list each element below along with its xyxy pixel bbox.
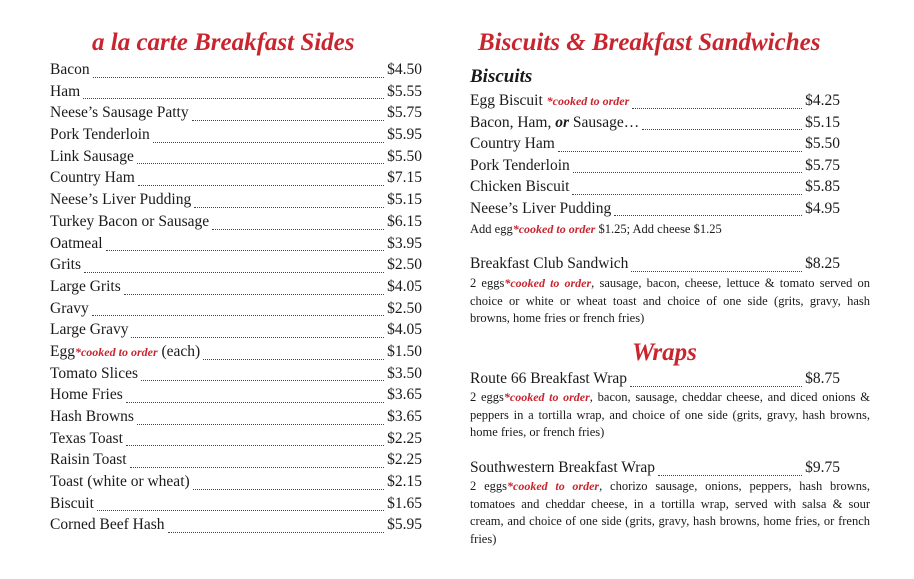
leader-dots bbox=[106, 250, 385, 251]
leader-dots bbox=[137, 424, 384, 425]
southwestern-description bbox=[470, 478, 870, 548]
biscuit-item-name bbox=[470, 135, 555, 153]
leader-dots bbox=[194, 207, 384, 208]
side-item-name bbox=[50, 321, 128, 339]
biscuits-heading: Biscuits bbox=[470, 66, 533, 87]
biscuit-item-name bbox=[470, 114, 639, 132]
leader-dots bbox=[658, 475, 802, 476]
menu-item bbox=[470, 200, 840, 222]
item-name-text: Hash Browns bbox=[50, 408, 134, 425]
item-name-text: Neese’s Liver Pudding bbox=[470, 199, 612, 217]
route66-desc-b: , bacon, sausage, cheddar cheese, and diced onions & peppers in a tortilla wrap, and choice of one side (grits, gravy, hash browns, home fries, or french fries) bbox=[470, 390, 870, 439]
addon-text-b: $1.25; Add cheese $1.25 bbox=[595, 222, 722, 236]
side-item-name bbox=[50, 365, 138, 383]
menu-item bbox=[50, 148, 422, 170]
side-item-price: $3.65 bbox=[387, 386, 422, 404]
biscuit-item-name bbox=[470, 178, 569, 196]
item-name-text: Toast (white or wheat) bbox=[50, 473, 190, 491]
addon-text-a: Add egg bbox=[470, 222, 513, 236]
side-item-name bbox=[50, 126, 150, 144]
side-item-price: $4.50 bbox=[387, 61, 422, 78]
item-or-text: or bbox=[555, 113, 570, 131]
side-item-price: $5.75 bbox=[387, 104, 422, 122]
menu-item bbox=[50, 126, 422, 148]
item-name-text-2: Sausage… bbox=[569, 113, 640, 131]
side-item-name bbox=[50, 473, 190, 491]
club-price: $8.25 bbox=[805, 255, 840, 272]
item-name-text: Tomato Slices bbox=[50, 364, 139, 382]
side-item-price: $5.95 bbox=[387, 126, 422, 144]
item-name-text: Egg Biscuit bbox=[470, 92, 547, 109]
item-name-text: Link Sausage bbox=[50, 147, 134, 165]
biscuit-item-price: $4.25 bbox=[805, 92, 840, 109]
biscuit-item-name bbox=[470, 200, 611, 218]
side-item-name bbox=[50, 343, 200, 361]
leader-dots bbox=[642, 129, 802, 130]
menu-item bbox=[50, 104, 422, 126]
leader-dots bbox=[97, 510, 384, 511]
item-name-text: Neese’s Sausage Patty bbox=[50, 104, 189, 122]
leader-dots bbox=[84, 272, 384, 273]
menu-item bbox=[50, 321, 422, 343]
leader-dots bbox=[126, 402, 384, 403]
side-item-name bbox=[50, 278, 121, 296]
menu-item bbox=[50, 386, 422, 408]
leader-dots bbox=[153, 142, 384, 143]
menu-item bbox=[50, 495, 422, 517]
side-item-name bbox=[50, 169, 135, 187]
southwestern-name: Southwestern Breakfast Wrap bbox=[470, 459, 656, 476]
menu-item bbox=[50, 256, 422, 278]
leader-dots bbox=[631, 271, 802, 272]
leader-dots bbox=[93, 77, 385, 78]
leader-dots bbox=[212, 229, 384, 230]
club-name: Breakfast Club Sandwich bbox=[470, 255, 629, 272]
side-item-price: $2.50 bbox=[387, 256, 422, 274]
leader-dots bbox=[614, 215, 802, 216]
side-item-price: $2.25 bbox=[387, 451, 422, 469]
biscuits-sandwiches-title: Biscuits & Breakfast Sandwiches bbox=[478, 29, 821, 56]
side-item-name bbox=[50, 300, 89, 318]
menu-item bbox=[50, 451, 422, 473]
menu-item bbox=[50, 473, 422, 495]
side-item-price: $7.15 bbox=[387, 169, 422, 187]
item-name-text: Raisin Toast bbox=[50, 451, 127, 469]
side-item-price: $3.95 bbox=[387, 234, 422, 252]
club-description bbox=[470, 275, 870, 328]
leader-dots bbox=[83, 98, 384, 99]
side-item-name bbox=[50, 61, 90, 79]
side-item-name bbox=[50, 235, 103, 253]
menu-item bbox=[470, 157, 840, 179]
leader-dots bbox=[630, 386, 802, 387]
biscuit-item-name bbox=[470, 157, 570, 175]
route66-name: Route 66 Breakfast Wrap bbox=[470, 370, 628, 387]
menu-item bbox=[50, 235, 422, 257]
side-item-name bbox=[50, 495, 94, 513]
item-name-text: Texas Toast bbox=[50, 429, 123, 447]
southwestern-cooked-note: *cooked to order bbox=[507, 479, 600, 493]
menu-item bbox=[470, 92, 840, 114]
item-name-text: Grits bbox=[50, 256, 81, 274]
route66-desc-a: 2 eggs bbox=[470, 390, 504, 404]
item-name-text: Large Gravy bbox=[50, 321, 129, 339]
biscuits-list bbox=[470, 92, 840, 221]
biscuit-item-price: $5.15 bbox=[805, 113, 840, 131]
southwestern-desc-a: 2 eggs bbox=[470, 479, 507, 493]
side-item-price: $1.50 bbox=[387, 342, 422, 360]
southwestern-price: $9.75 bbox=[805, 459, 840, 476]
menu-item bbox=[50, 516, 422, 538]
leader-dots bbox=[124, 294, 384, 295]
biscuit-item-name bbox=[470, 92, 629, 110]
menu-item bbox=[50, 408, 422, 430]
side-item-name bbox=[50, 408, 134, 426]
leader-dots bbox=[141, 380, 384, 381]
item-name-text: Ham bbox=[50, 82, 81, 100]
side-item-price: $4.05 bbox=[387, 277, 422, 295]
route66-description bbox=[470, 389, 870, 442]
item-name-text: Bacon, Ham, bbox=[470, 113, 556, 131]
leader-dots bbox=[192, 120, 385, 121]
item-name-text: Pork Tenderloin bbox=[470, 156, 570, 174]
club-desc-b: , sausage, bacon, cheese, lettuce & tomato served on choice or white or wheat toast and choice of one side (grits, gravy, hash browns, home fries or french fries) bbox=[470, 276, 871, 325]
leader-dots bbox=[126, 445, 384, 446]
route66-price: $8.75 bbox=[805, 370, 840, 387]
side-item-name bbox=[50, 104, 189, 122]
item-name-text: Home Fries bbox=[50, 386, 123, 404]
leader-dots bbox=[131, 337, 384, 338]
side-item-price: $1.65 bbox=[387, 494, 422, 512]
menu-item bbox=[50, 213, 422, 235]
side-item-price: $5.50 bbox=[387, 147, 422, 165]
side-item-name bbox=[50, 148, 134, 166]
leader-dots bbox=[130, 467, 385, 468]
addon-note bbox=[470, 221, 840, 239]
club-desc-a: 2 eggs bbox=[470, 276, 505, 290]
leader-dots bbox=[137, 163, 384, 164]
menu-item bbox=[470, 114, 840, 136]
biscuit-item-price: $5.50 bbox=[805, 135, 840, 152]
biscuit-item-price: $5.85 bbox=[805, 178, 840, 195]
item-name-text: Oatmeal bbox=[50, 234, 103, 252]
menu-item bbox=[50, 430, 422, 452]
side-item-price: $6.15 bbox=[387, 212, 422, 230]
leader-dots bbox=[573, 172, 802, 173]
item-suffix: (each) bbox=[157, 342, 201, 360]
side-item-name bbox=[50, 386, 123, 404]
addon-cooked-note: *cooked to order bbox=[512, 222, 596, 236]
leader-dots bbox=[632, 108, 802, 109]
menu-item bbox=[50, 278, 422, 300]
item-name-text: Country Ham bbox=[470, 135, 555, 152]
leader-dots bbox=[92, 315, 384, 316]
side-item-name bbox=[50, 451, 127, 469]
leader-dots bbox=[138, 185, 384, 186]
cooked-to-order-note: *cooked to order bbox=[546, 94, 630, 108]
side-item-price: $5.55 bbox=[387, 82, 422, 100]
side-item-price: $3.65 bbox=[387, 408, 422, 425]
club-cooked-note: *cooked to order bbox=[504, 276, 592, 290]
item-name-text: Neese’s Liver Pudding bbox=[50, 191, 192, 209]
breakfast-sides-list bbox=[50, 61, 422, 538]
item-name-text: Corned Beef Hash bbox=[50, 516, 165, 534]
item-name-text: Turkey Bacon or Sausage bbox=[50, 212, 210, 230]
breakfast-club-item bbox=[470, 255, 840, 277]
wraps-title: Wraps bbox=[632, 339, 697, 366]
side-item-name bbox=[50, 430, 123, 448]
side-item-price: $3.50 bbox=[387, 364, 422, 382]
side-item-name bbox=[50, 191, 191, 209]
item-name-text: Chicken Biscuit bbox=[470, 178, 570, 195]
leader-dots bbox=[203, 359, 384, 360]
menu-item bbox=[50, 300, 422, 322]
side-item-name bbox=[50, 83, 80, 101]
leader-dots bbox=[168, 532, 385, 533]
item-name-text: Biscuit bbox=[50, 494, 94, 512]
menu-item bbox=[50, 191, 422, 213]
item-name-text: Gravy bbox=[50, 299, 89, 317]
menu-item bbox=[50, 83, 422, 105]
item-name-text: Country Ham bbox=[50, 169, 135, 187]
side-item-price: $2.15 bbox=[387, 473, 422, 491]
side-item-name bbox=[50, 516, 165, 534]
breakfast-sides-title: a la carte Breakfast Sides bbox=[92, 29, 355, 56]
leader-dots bbox=[193, 489, 384, 490]
side-item-price: $5.15 bbox=[387, 191, 422, 209]
item-name-text: Egg bbox=[50, 342, 75, 360]
menu-item bbox=[470, 178, 840, 200]
cooked-to-order-note: *cooked to order bbox=[74, 344, 158, 359]
menu-item bbox=[50, 343, 422, 365]
item-name-text: Large Grits bbox=[50, 277, 121, 295]
menu-item bbox=[50, 365, 422, 387]
side-item-name bbox=[50, 256, 81, 274]
southwestern-desc-b: , chorizo sausage, onions, peppers, hash browns, tomatoes and cheddar cheese, in a tortilla wrap, served with salsa & sour cream, and choice of one side (grits, gravy, hash browns, home fries, or french fries) bbox=[470, 479, 870, 546]
side-item-price: $5.95 bbox=[387, 516, 422, 534]
side-item-price: $2.25 bbox=[387, 429, 422, 447]
item-name-text: Pork Tenderloin bbox=[50, 126, 150, 144]
leader-dots bbox=[572, 194, 802, 195]
side-item-name bbox=[50, 213, 209, 231]
biscuit-item-price: $4.95 bbox=[805, 199, 840, 217]
menu-item bbox=[50, 169, 422, 191]
item-name-text: Bacon bbox=[50, 61, 90, 78]
menu-item bbox=[50, 61, 422, 83]
side-item-price: $4.05 bbox=[387, 321, 422, 339]
side-item-price: $2.50 bbox=[387, 299, 422, 317]
route66-cooked-note: *cooked to order bbox=[503, 390, 590, 404]
menu-item bbox=[470, 135, 840, 157]
biscuit-item-price: $5.75 bbox=[805, 156, 840, 174]
leader-dots bbox=[558, 151, 802, 152]
